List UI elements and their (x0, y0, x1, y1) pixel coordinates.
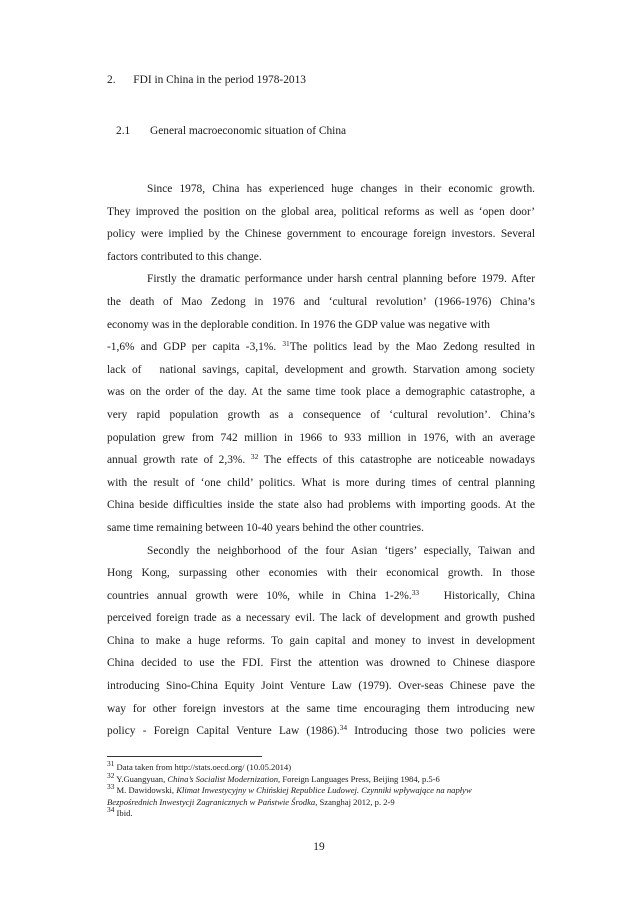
body-line-text: lack of national savings, capital, development and growth. Starvation among society (107, 363, 535, 376)
footnote-reference[interactable]: 33 (411, 587, 420, 597)
body-line (107, 314, 535, 337)
body-line-text: factors contributed to this change. (107, 250, 262, 263)
body-line (107, 178, 535, 201)
footnote-separator (107, 756, 262, 757)
subsection-title: General macroeconomic situation of China (149, 125, 347, 137)
body-line-text: population grew from 742 million in 1966 to 933 million in 1976, with an average (107, 431, 535, 444)
body-line (107, 472, 535, 495)
body-line-text: countries annual growth were 10%, while in China 1-2%. (107, 589, 412, 602)
body-line (107, 449, 535, 472)
body-line-text: perceived foreign trade as a necessary evil. The lack of development and growth pushed (107, 612, 535, 625)
footnote (107, 770, 547, 786)
body-line-text: with the result of ‘one child’ politics. What is more during times of central planning (107, 476, 535, 489)
body-line-text: Secondly the neighborhood of the four Asian ‘tigers’ especially, Taiwan and (147, 544, 535, 557)
body-line-text: annual growth rate of 2,3%. (107, 454, 251, 467)
section-heading (107, 74, 306, 86)
subsection-number: 2.1 (116, 125, 131, 137)
section-number: 2. (107, 74, 116, 86)
footnote-text: Szanghaj 2012, p. 2-9 (317, 796, 395, 807)
body-line (107, 517, 535, 540)
body-line (107, 675, 535, 698)
body-line (107, 246, 535, 269)
footnotes (107, 759, 547, 820)
footnote-title: Bezpośrednich Inwestycji Zagranicznych w Państwie Środka, (107, 796, 318, 807)
body-line (107, 404, 535, 427)
body-line (107, 291, 535, 314)
body-line (107, 698, 535, 721)
footnote-title: Klimat Inwestycyjny w Chińskiej Republice Ludowej. Czynniki wpływające na napływ (176, 785, 472, 796)
body-line (107, 652, 535, 675)
body-line (107, 427, 535, 450)
footnote-text: M. Dawidowski, (114, 785, 177, 796)
body-line (107, 562, 535, 585)
footnote-reference[interactable]: 32 (250, 452, 259, 462)
body-line-text: China decided to use the FDI. First the attention was drowned to Chinese diaspore (107, 657, 535, 670)
body-line-text: the death of Mao Zedong in 1976 and ‘cultural revolution’ (1966-1976) China’s (107, 295, 535, 308)
footnote-text: Y.Guangyuan, (114, 773, 168, 784)
body-line (107, 720, 535, 743)
body-line (107, 630, 535, 653)
footnote (107, 782, 547, 797)
body-line-text: China beside difficulties inside the state also had problems with importing goods. At the (107, 499, 535, 512)
footnote-text: , Foreign Languages Press, Beijing 1984, p.5-6 (278, 773, 440, 784)
footnote-number: 33 (107, 782, 115, 792)
subsection-heading (116, 125, 346, 137)
body-line-text: introducing Sino-China Equity Joint Venture Law (1979). Over-seas Chinese pave the (107, 680, 535, 693)
body-line (107, 201, 535, 224)
footnote-text: Data taken from http://stats.oecd.org/ (10.05.2014) (114, 762, 292, 772)
body-line-text: policy - Foreign Capital Venture Law (1986). (107, 725, 340, 738)
body-line-text: very rapid population growth as a consequence of ‘cultural revolution’. China’s (107, 408, 535, 421)
body-line-text: Since 1978, China has experienced huge changes in their economic growth. (147, 183, 535, 195)
footnote-title: China’s Socialist Modernization (167, 773, 279, 784)
body-line-text: Hong Kong, surpassing other economies with their economical growth. In those (107, 567, 535, 580)
body-line (107, 268, 535, 291)
footnote-reference[interactable]: 34 (339, 723, 348, 733)
body-line-text: policy were implied by the Chinese government to encourage foreign investors. Several (107, 228, 535, 241)
body-line (107, 223, 535, 246)
body-text (107, 178, 535, 743)
body-line (107, 336, 535, 359)
body-line-text: They improved the position on the global area, political reforms as well as ‘open door’ (107, 205, 535, 218)
footnote-reference[interactable]: 31 (282, 339, 290, 349)
body-line (107, 585, 535, 608)
footnote-text: Ibid. (114, 808, 133, 819)
footnote-number: 31 (107, 759, 115, 768)
body-line (107, 381, 535, 404)
body-line-text: was on the order of the day. At the same time took place a demographic catastrophe, a (107, 386, 535, 399)
body-line-text: Firstly the dramatic performance under harsh central planning before 1979. After (147, 273, 535, 286)
footnote-number: 32 (107, 770, 115, 780)
body-line-text: Historically, China (419, 589, 535, 602)
body-line-text: -1,6% and GDP per capita -3,1%. (107, 341, 283, 354)
footnote (107, 759, 547, 774)
body-line-text: The politics lead by the Mao Zedong resulted in (289, 341, 535, 354)
section-title: FDI in China in the period 1978-2013 (133, 74, 307, 86)
body-line-text: Introducing those two policies were (347, 725, 535, 738)
body-line (107, 607, 535, 630)
body-line-text: way for other foreign investors at the same time encouraging them introducing new (107, 702, 535, 715)
footnote-number: 34 (107, 805, 115, 815)
body-line (107, 540, 535, 563)
body-line-text: The effects of this catastrophe are noticeable nowadays (258, 454, 535, 467)
body-line (107, 359, 535, 382)
body-line-text: economy was in the deplorable condition. In 1976 the GDP value was negative with (107, 318, 490, 331)
footnote (107, 805, 547, 820)
footnote (107, 797, 547, 809)
body-line (107, 494, 535, 517)
body-line-text: China to make a huge reforms. To gain capital and money to invest in development (107, 634, 535, 647)
body-line-text: same time remaining between 10-40 years behind the other countries. (107, 521, 424, 534)
page-number: 19 (313, 841, 325, 853)
